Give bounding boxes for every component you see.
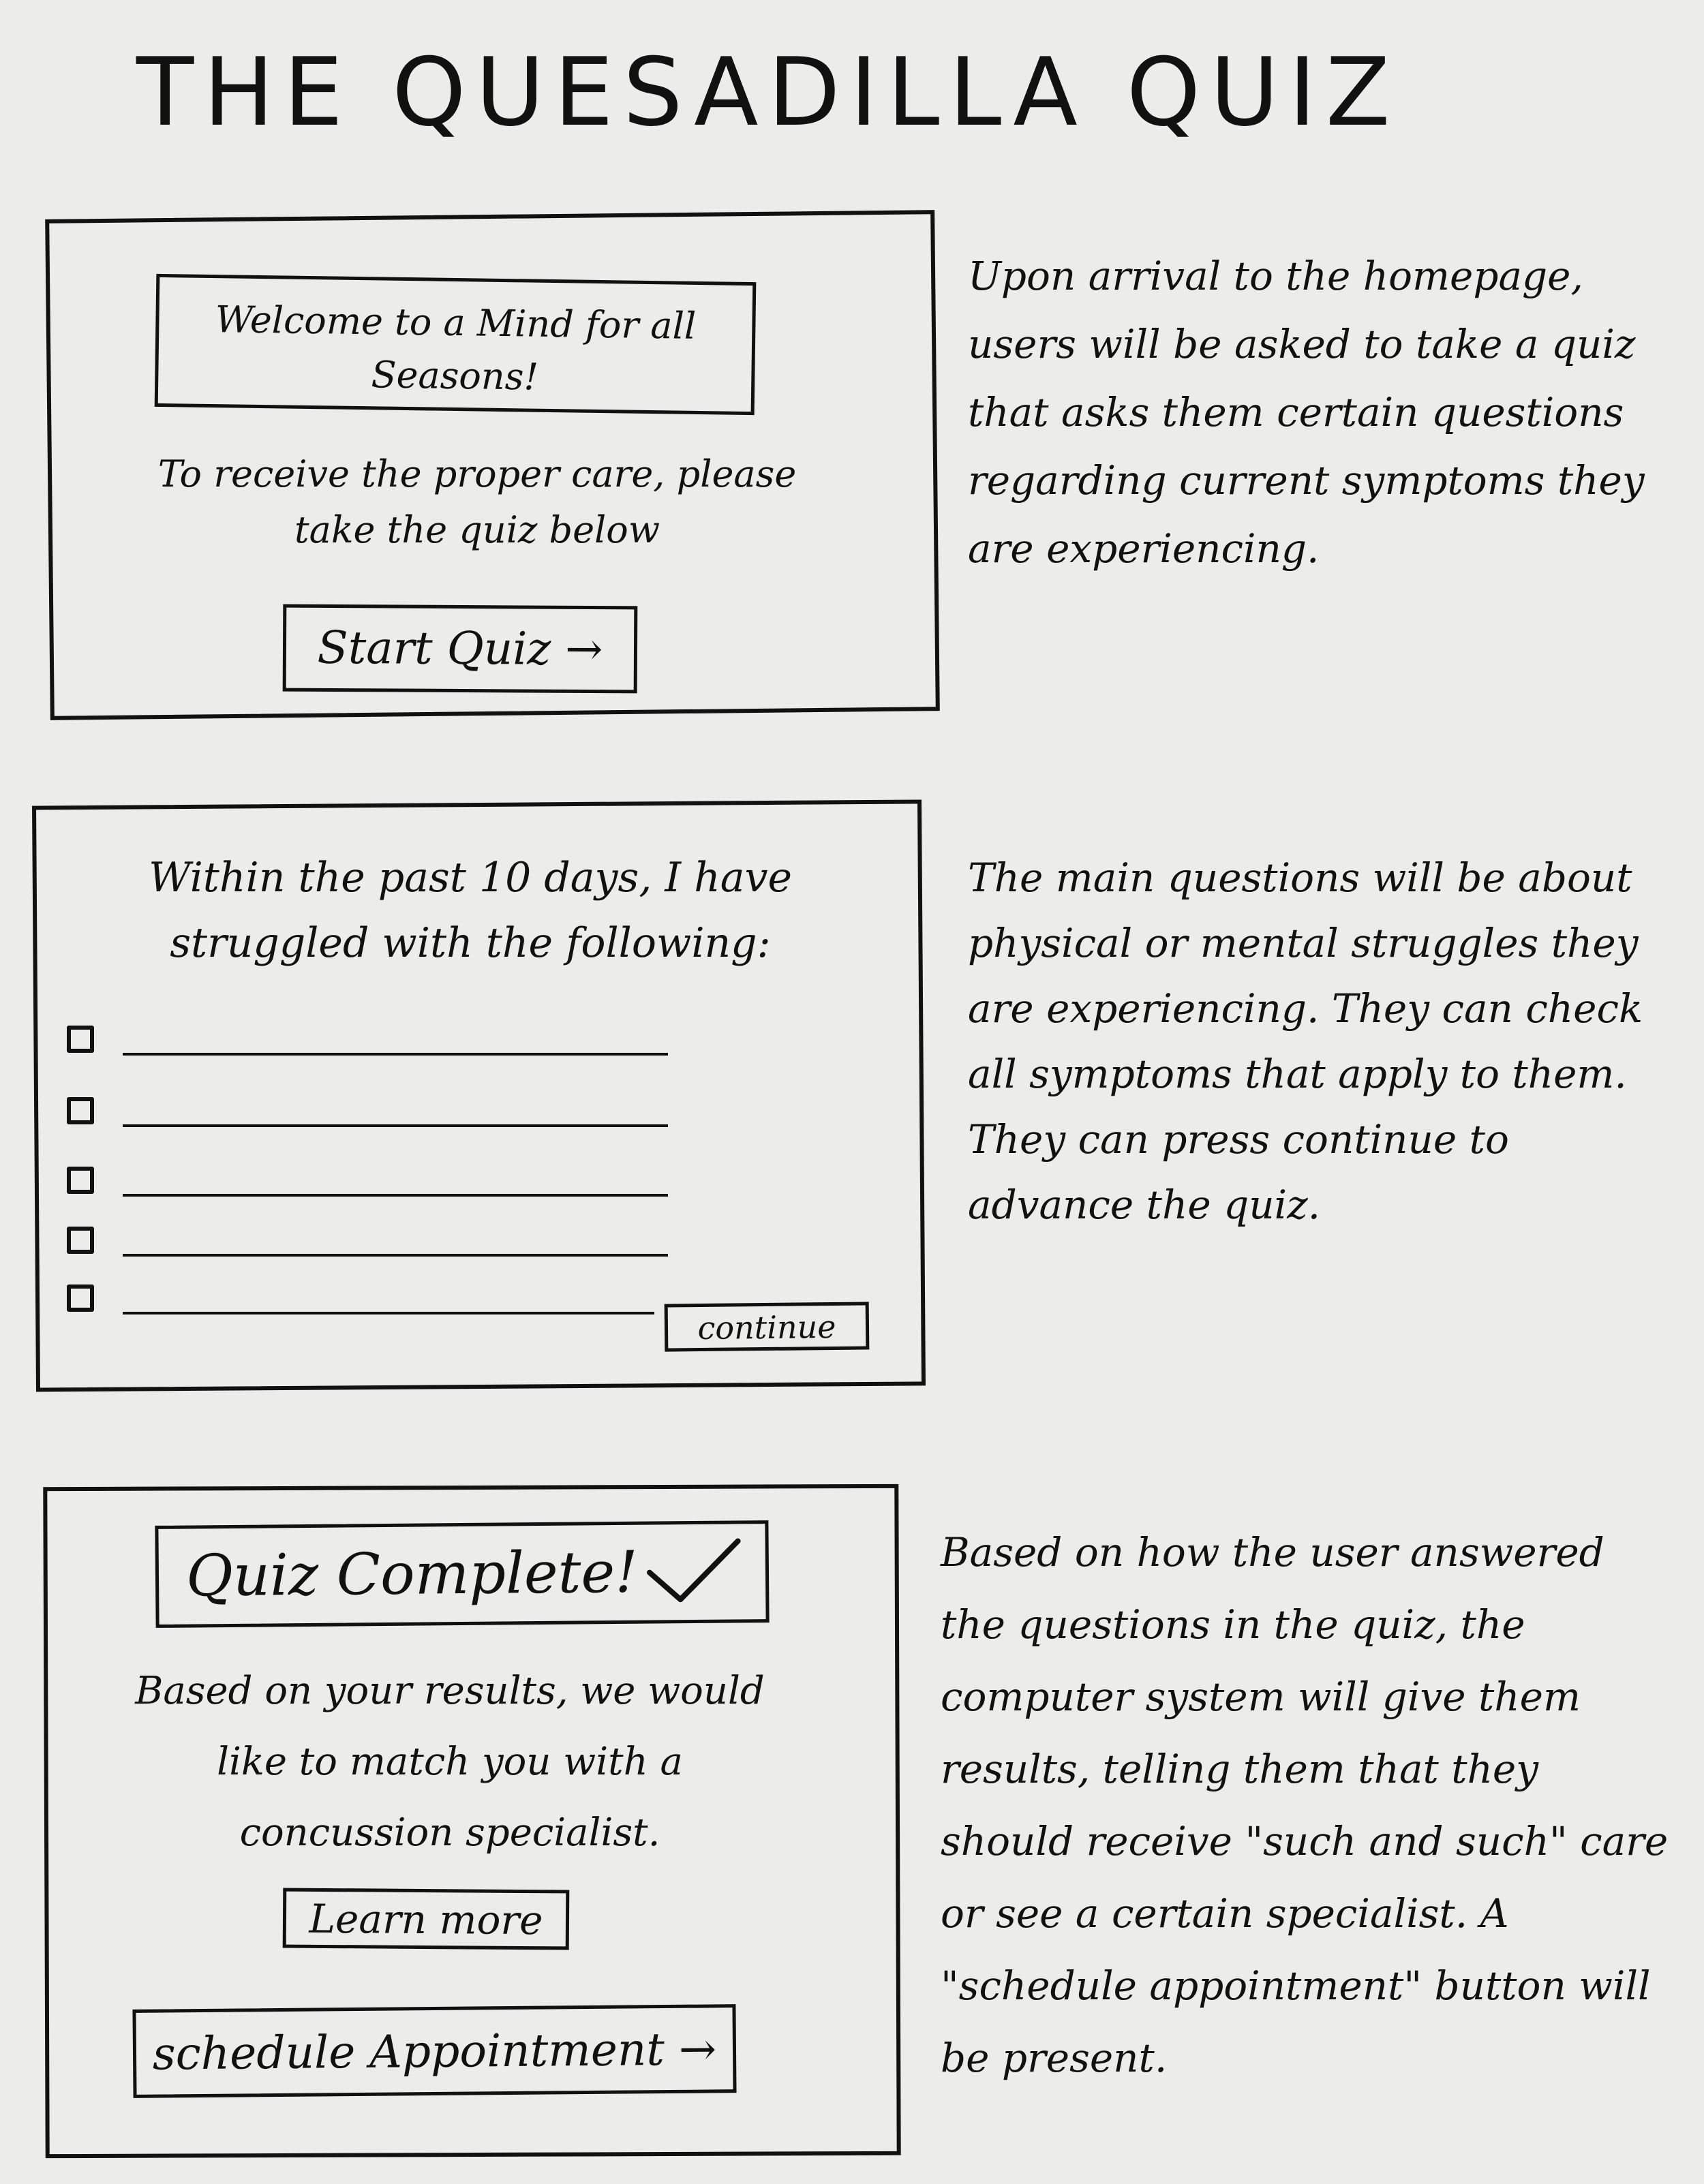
start-quiz-button[interactable] [283,604,638,694]
symptom-option-line [123,1254,668,1257]
checkmark-icon [643,1534,746,1610]
start-quiz-label: Start Quiz → [317,621,603,676]
quiz-instruction: To receive the proper care, please take the quiz below [157,452,797,551]
symptom-option[interactable] [67,1227,680,1261]
result-message: Based on your results, we would like to match you with a concussion specialist. [135,1669,765,1855]
symptom-checkbox[interactable] [67,1097,94,1124]
schedule-appointment-label: schedule Appointment → [152,2022,717,2080]
symptom-option-line [123,1053,668,1056]
page-title: THE QUESADILLA QUIZ [136,37,1400,147]
symptom-option-line [123,1124,668,1127]
symptom-checkbox[interactable] [67,1285,94,1312]
symptom-option[interactable] [67,1097,680,1131]
annotation-question: The main questions will be about physical or mental struggles they are experiencing. They can check all symptoms that apply to them. They can press continue to advance the quiz. [968,855,1643,1228]
symptom-checkbox[interactable] [67,1026,94,1053]
annotation-welcome: Upon arrival to the homepage, users will be asked to take a quiz that asks them certain questions regarding current symptoms they are experiencing. [968,253,1645,572]
learn-more-button[interactable] [283,1888,570,1950]
quiz-complete-heading: Quiz Complete! [185,1538,639,1610]
annotation-results: Based on how the user answered the questions in the quiz, the computer system will give them results, telling them that they should receive "such and such" care or see a certain specialist. A "schedule appointment" button will be present. [941,1529,1669,2081]
quiz-question: Within the past 10 days, I have struggled with the following: [149,854,792,967]
symptom-option[interactable] [67,1167,680,1201]
symptom-option-line [123,1194,668,1197]
schedule-appointment-button[interactable] [132,2004,736,2098]
welcome-message-box [155,274,757,415]
quiz-complete-box [155,1520,769,1628]
continue-button[interactable] [665,1302,870,1351]
symptom-option[interactable] [67,1285,680,1319]
learn-more-label: Learn more [309,1895,543,1944]
continue-label: continue [697,1308,836,1347]
symptom-option-line [123,1312,654,1314]
symptom-checkbox[interactable] [67,1167,94,1194]
symptom-checkbox[interactable] [67,1227,94,1254]
welcome-message: Welcome to a Mind for all Seasons! [215,298,697,399]
symptom-option[interactable] [67,1026,680,1060]
